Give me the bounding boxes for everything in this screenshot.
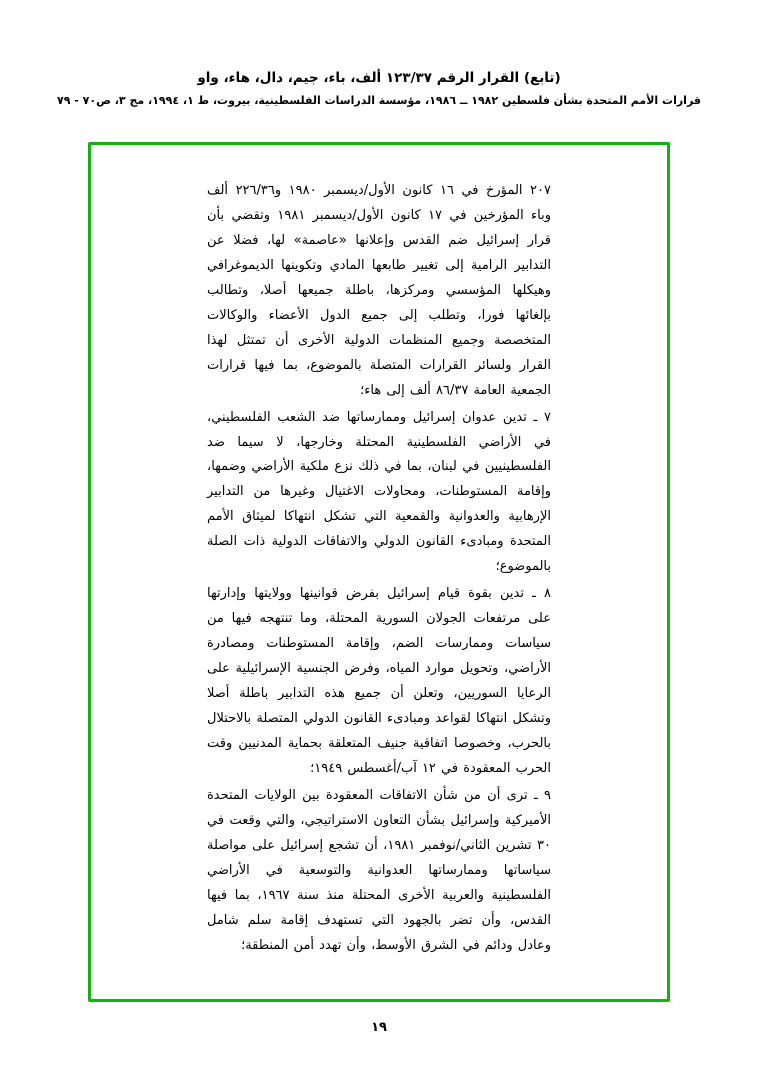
body-paragraph: ٩ ـ ترى أن من شأن الاتفاقات المعقودة بين الولايات المتحدة الأميركية وإسرائيل بشأن التعاون الاستراتيجي، والتي وقعت في ٣٠ تشرين الثاني/نوفمبر ١٩٨١، أن تشجع إسرائيل على مواصلة سياساتها وممارساتها العدوانية والتوسعية في الأراضي الفلسطينية والعربية الأخرى المحتلة منذ سنة ١٩٦٧، بما فيها القدس، وأن تضر بالجهود التي تستهدف إقامة سلم شامل وعادل ودائم في الشرق الأوسط، وأن تهدد أمن المنطقة؛ (207, 787, 551, 953)
header-title: (تابع) القرار الرقم ١٢٣/٣٧ ألف، باء، جيم، دال، هاء، واو (197, 70, 561, 86)
body-paragraph: ٨ ـ تدين بقوة قيام إسرائيل بفرض قوانينها وولايتها وإدارتها على مرتفعات الجولان السورية المحتلة، وما تنتهجه فيها من سياسات وممارسات الضم، وإقامة المستوطنات ومصادرة الأراضي، وتحويل موارد المياه، وفرض الجنسية الإسرائيلية على الرعايا السوريين، وتعلن أن جميع هذه التدابير باطلة أصلا وتشكل انتهاكا لقواعد ومبادىء القانون الدولي المتصلة بالاحتلال بالحرب، وخصوصا اتفاقية جنيف المتعلقة بحماية المدنيين وقت الحرب المعقودة في ١٢ آب/أغسطس ١٩٤٩؛ (207, 586, 551, 776)
body-paragraph: ٧ ـ تدين عدوان إسرائيل وممارساتها ضد الشعب الفلسطيني، في الأراضي الفلسطينية المحتلة وخارجها، لا سيما ضد الفلسطينيين في لبنان، بما في ذلك نزع ملكية الأراضي وضمها، وإقامة المستوطنات، ومحاولات الاغتيال وغيرها من التدابير الإرهابية والعدوانية والقمعية التي تشكل انتهاكا لميثاق الأمم المتحدة ومبادىء القانون الدولي والاتفاقات الدولية ذات الصلة بالموضوع؛ (207, 409, 551, 575)
page-header (0, 68, 758, 107)
document-body (207, 179, 551, 961)
body-paragraph: ٢٠٧ المؤرخ في ١٦ كانون الأول/ديسمبر ١٩٨٠ و٢٢٦/٣٦ ألف وباء المؤرخين في ١٧ كانون الأول/ديسمبر ١٩٨١ وتقضي بأن قرار إسرائيل ضم القدس وإعلانها «عاصمة» لها، فضلا عن التدابير الرامية إلى تغيير طابعها المادي وتكوينها الديموغرافي وهيكلها المؤسسي ومركزها، باطلة جميعها أصلا، وتطالب بإلغائها فورا، وتطلب إلى جميع الدول الأعضاء والوكالات المتخصصة وجميع المنظمات الدولية الأخرى أن تمتثل لهذا القرار ولسائر القرارات المتصلة بالموضوع، بما فيها قرارات الجمعية العامة ٨٦/٣٧ ألف إلى هاء؛ (207, 183, 551, 398)
header-source-citation: قرارات الأمم المتحدة بشأن فلسطين ١٩٨٢ ــ ١٩٨٦، مؤسسة الدراسات الفلسطينية، بيروت، ط ١، ١٩٩٤، مج ٣، ص٧٠ - ٧٩ (56, 94, 702, 108)
page-number: ١٩ (371, 1020, 387, 1035)
green-border-frame (88, 142, 670, 1002)
